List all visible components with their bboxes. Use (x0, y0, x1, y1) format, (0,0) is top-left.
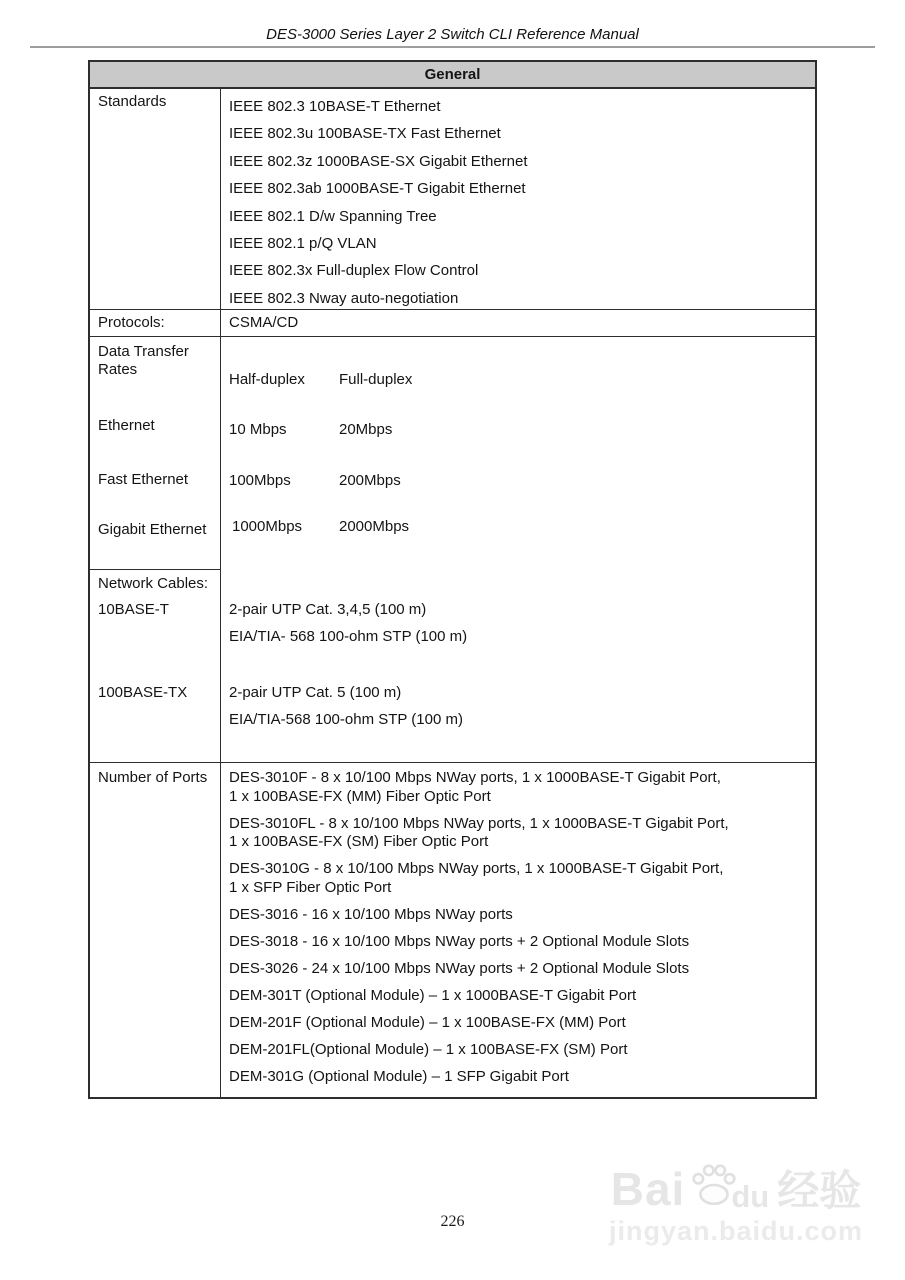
rate-row-label: Gigabit Ethernet (98, 521, 207, 538)
network-cables-values (221, 570, 815, 762)
standard-item: IEEE 802.3ab 1000BASE-T Gigabit Ethernet (229, 180, 526, 198)
ports-list (221, 763, 815, 1097)
port-item: DEM-201FL(Optional Module) – 1 x 100BASE-FX (SM) Port (229, 1040, 628, 1058)
rate-col-headers (229, 371, 412, 388)
network-cables-row (90, 570, 815, 763)
rate-value-line (229, 421, 392, 438)
standards-list (221, 89, 815, 309)
standard-item: IEEE 802.3 Nway auto-negotiation (229, 289, 459, 307)
standard-item: IEEE 802.3x Full-duplex Flow Control (229, 262, 479, 280)
watermark-url: jingyan.baidu.com (608, 1216, 863, 1246)
baidu-logo (609, 1160, 863, 1215)
cable-spec-line: 2-pair UTP Cat. 5 (100 m) (229, 684, 402, 701)
port-item: DES-3010FL - 8 x 10/100 Mbps NWay ports, 1 x 1000BASE-T Gigabit Port, 1 x 100BASE-FX (SM) Fiber Optic Port (229, 814, 729, 850)
protocols-label: Protocols: (90, 310, 221, 336)
network-cables-labels (90, 570, 221, 762)
cable-type-label: 10BASE-T (98, 601, 169, 618)
data-transfer-values (221, 337, 815, 570)
port-item: DEM-301G (Optional Module) – 1 SFP Gigabit Port (229, 1067, 569, 1085)
port-item: DES-3010G - 8 x 10/100 Mbps NWay ports, 1 x 1000BASE-T Gigabit Port, 1 x SFP Fiber Optic Port (229, 860, 724, 896)
table-title: General (424, 66, 481, 83)
header-rule (30, 46, 875, 48)
rate-value: 2000Mbps (339, 518, 410, 535)
data-transfer-rates-label: Data Transfer Rates (98, 343, 189, 378)
port-item: DEM-201F (Optional Module) – 1 x 100BASE-FX (MM) Port (229, 1013, 626, 1031)
rate-value: 200Mbps (339, 472, 401, 489)
standard-item: IEEE 802.1 D/w Spanning Tree (229, 207, 437, 225)
table-header-row (90, 62, 815, 89)
rate-value-line (232, 518, 409, 535)
protocols-value: CSMA/CD (229, 314, 299, 331)
standards-label: Standards (90, 89, 221, 309)
rate-row-label: Fast Ethernet (98, 471, 189, 488)
cable-spec-line: EIA/TIA- 568 100-ohm STP (100 m) (229, 628, 468, 645)
port-item: DEM-301T (Optional Module) – 1 x 1000BASE-T Gigabit Port (229, 986, 637, 1004)
watermark (609, 1160, 863, 1247)
port-item: DES-3010F - 8 x 10/100 Mbps NWay ports, 1 x 1000BASE-T Gigabit Port, 1 x 100BASE-FX (MM) Fiber Optic Port (229, 769, 721, 805)
page-header-title: DES-3000 Series Layer 2 Switch CLI Reference Manual (266, 26, 639, 43)
standard-item: IEEE 802.3u 100BASE-TX Fast Ethernet (229, 125, 501, 143)
cable-spec-line: EIA/TIA-568 100-ohm STP (100 m) (229, 711, 463, 728)
baidu-logo-text-left: Bai (610, 1163, 686, 1215)
protocols-row (90, 310, 815, 337)
standard-item: IEEE 802.1 p/Q VLAN (229, 235, 377, 253)
port-item: DES-3018 - 16 x 10/100 Mbps NWay ports + 2 Optional Module Slots (229, 932, 690, 950)
cable-type-label: 100BASE-TX (98, 684, 188, 701)
ports-label: Number of Ports (90, 763, 221, 1097)
rate-value: 1000Mbps (232, 518, 303, 535)
rate-value-line (229, 472, 401, 489)
standard-item: IEEE 802.3z 1000BASE-SX Gigabit Ethernet (229, 152, 528, 170)
baidu-logo-cn: 经验 (777, 1167, 862, 1214)
spec-table (88, 60, 817, 1099)
rate-value: 100Mbps (229, 472, 291, 489)
data-transfer-rates-row (90, 337, 815, 570)
port-item: DES-3016 - 16 x 10/100 Mbps NWay ports (229, 905, 513, 923)
rate-row-label: Ethernet (98, 417, 155, 434)
rate-value: 10 Mbps (229, 421, 287, 438)
network-cables-label: Network Cables: (98, 575, 209, 592)
standard-item: IEEE 802.3 10BASE-T Ethernet (229, 98, 441, 115)
page-number: 226 (440, 1213, 465, 1230)
rate-value: 20Mbps (339, 421, 393, 438)
port-item: DES-3026 - 24 x 10/100 Mbps NWay ports + 2 Optional Module Slots (229, 959, 690, 977)
baidu-logo-text-right: du (731, 1179, 770, 1214)
standards-row (90, 89, 815, 310)
data-transfer-labels (90, 337, 221, 570)
number-of-ports-row (90, 763, 815, 1097)
cable-spec-line: 2-pair UTP Cat. 3,4,5 (100 m) (229, 601, 427, 618)
rate-col-header: Full-duplex (339, 371, 413, 388)
rate-col-header: Half-duplex (229, 371, 305, 388)
